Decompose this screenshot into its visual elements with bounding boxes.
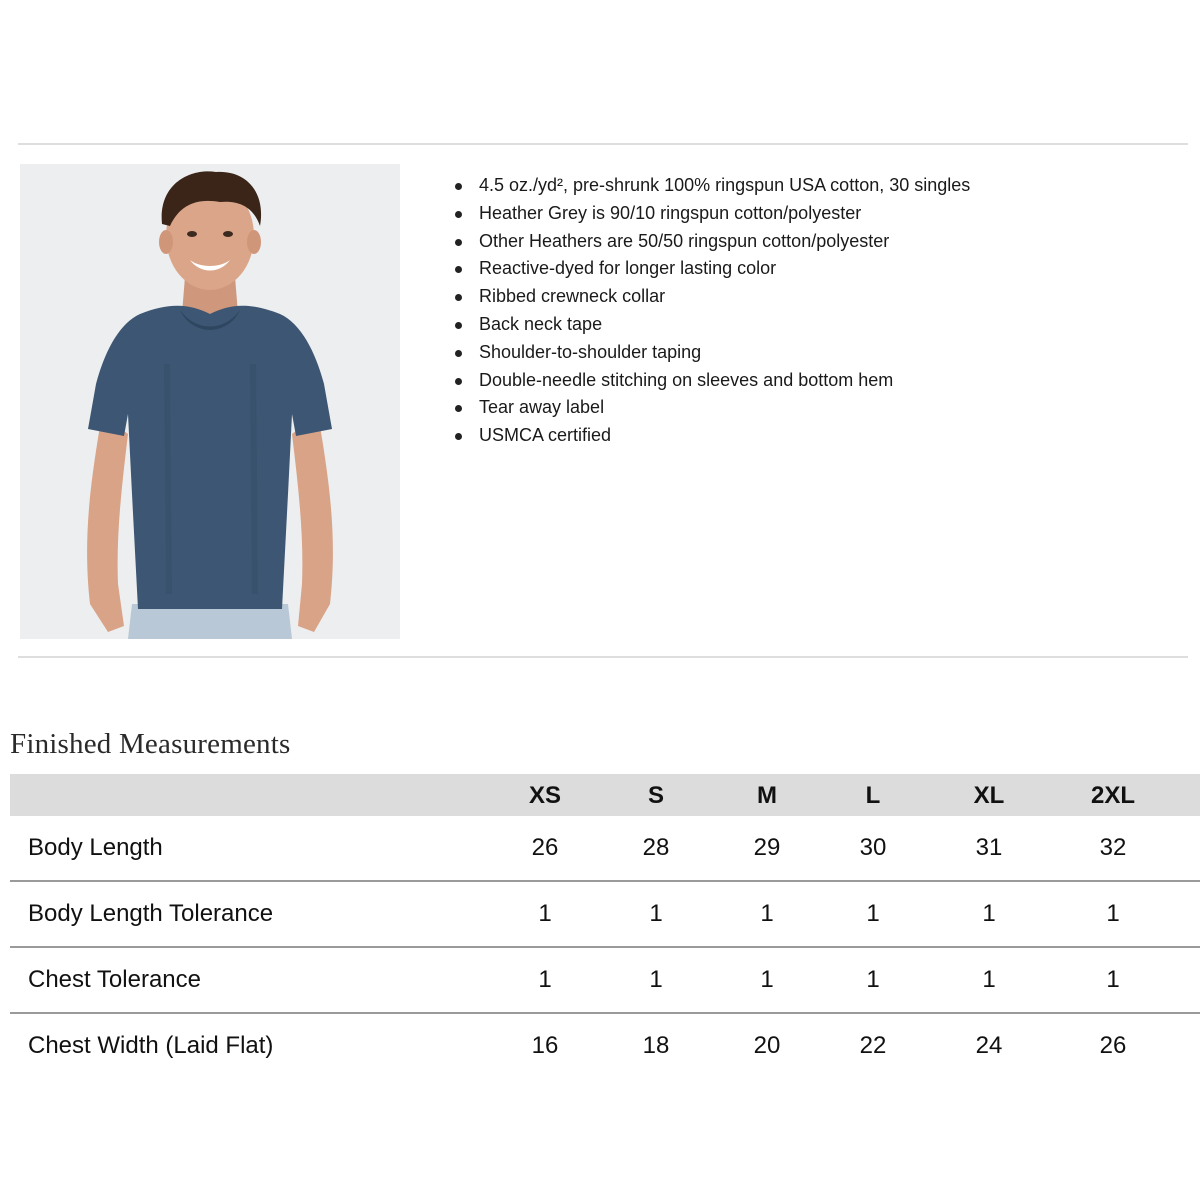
table-cell: 1 — [982, 966, 996, 993]
size-header-row — [10, 774, 1200, 816]
table-cell: 1 — [538, 900, 552, 927]
feature-text: Ribbed crewneck collar — [479, 286, 666, 307]
bullet-icon — [455, 294, 462, 301]
table-cell: 1 — [866, 966, 880, 993]
feature-text: Back neck tape — [479, 313, 603, 334]
table-row — [10, 948, 1200, 1014]
bullet-icon — [455, 211, 462, 218]
bullet-icon — [455, 239, 462, 246]
table-cell: 20 — [753, 1032, 781, 1059]
table-cell: 1 — [649, 900, 663, 927]
feature-item — [452, 200, 970, 228]
table-cell: 16 — [531, 1032, 559, 1059]
product-photo — [20, 164, 400, 639]
table-cell: 1 — [1106, 966, 1120, 993]
table-cell: 26 — [531, 834, 559, 861]
bullet-icon — [455, 378, 462, 385]
table-cell: 32 — [1099, 834, 1127, 861]
row-label: Body Length — [28, 834, 163, 861]
feature-text: USMCA certified — [479, 425, 612, 446]
row-label: Body Length Tolerance — [28, 900, 274, 927]
table-row — [10, 1014, 1200, 1078]
size-header-cell: XL — [973, 782, 1005, 809]
table-cell: 1 — [866, 900, 880, 927]
row-label: Chest Tolerance — [28, 966, 201, 993]
top-divider — [18, 143, 1188, 145]
feature-item — [452, 311, 970, 339]
feature-text: Reactive-dyed for longer lasting color — [479, 258, 777, 279]
size-header-cell: XS — [528, 782, 561, 809]
feature-list — [452, 172, 970, 450]
table-cell: 1 — [538, 966, 552, 993]
table-cell: 1 — [760, 900, 774, 927]
size-header-cell: 2XL — [1090, 782, 1135, 809]
table-cell: 1 — [982, 900, 996, 927]
feature-item — [452, 283, 970, 311]
feature-text: Other Heathers are 50/50 ringspun cotton/polyester — [479, 230, 890, 251]
bullet-icon — [455, 183, 462, 190]
table-cell: 1 — [649, 966, 663, 993]
table-cell: 22 — [859, 1032, 887, 1059]
model-illustration — [20, 164, 400, 639]
feature-item — [452, 422, 970, 450]
bullet-icon — [455, 322, 462, 329]
bottom-divider — [18, 656, 1188, 658]
feature-text: Tear away label — [479, 397, 605, 418]
row-label: Chest Width (Laid Flat) — [28, 1032, 274, 1059]
feature-text: Double-needle stitching on sleeves and bottom hem — [479, 369, 894, 390]
table-cell: 24 — [975, 1032, 1003, 1059]
bullet-icon — [455, 405, 462, 412]
table-cell: 28 — [642, 834, 670, 861]
measurements-table — [10, 774, 1200, 1078]
table-cell: 31 — [975, 834, 1003, 861]
bullet-icon — [455, 433, 462, 440]
feature-item — [452, 255, 970, 283]
table-cell: 26 — [1099, 1032, 1127, 1059]
table-cell: 1 — [760, 966, 774, 993]
feature-item — [452, 228, 970, 256]
table-cell: 1 — [1106, 900, 1120, 927]
feature-item — [452, 172, 970, 200]
bullet-icon — [455, 266, 462, 273]
table-row — [10, 816, 1200, 882]
measurements-title: Finished Measurements — [10, 728, 291, 760]
size-header-cell: M — [757, 782, 777, 809]
size-header-cell: S — [647, 782, 664, 809]
table-cell: 30 — [859, 834, 887, 861]
bullet-icon — [455, 350, 462, 357]
feature-text: Heather Grey is 90/10 ringspun cotton/polyester — [479, 202, 862, 223]
feature-item — [452, 367, 970, 395]
feature-text: Shoulder-to-shoulder taping — [479, 341, 702, 362]
table-cell: 18 — [642, 1032, 670, 1059]
table-cell: 29 — [753, 834, 781, 861]
size-header-cell: L — [865, 782, 881, 809]
feature-text: 4.5 oz./yd², pre-shrunk 100% ringspun USA cotton, 30 singles — [479, 175, 971, 195]
feature-item — [452, 339, 970, 367]
table-row — [10, 882, 1200, 948]
feature-item — [452, 394, 970, 422]
